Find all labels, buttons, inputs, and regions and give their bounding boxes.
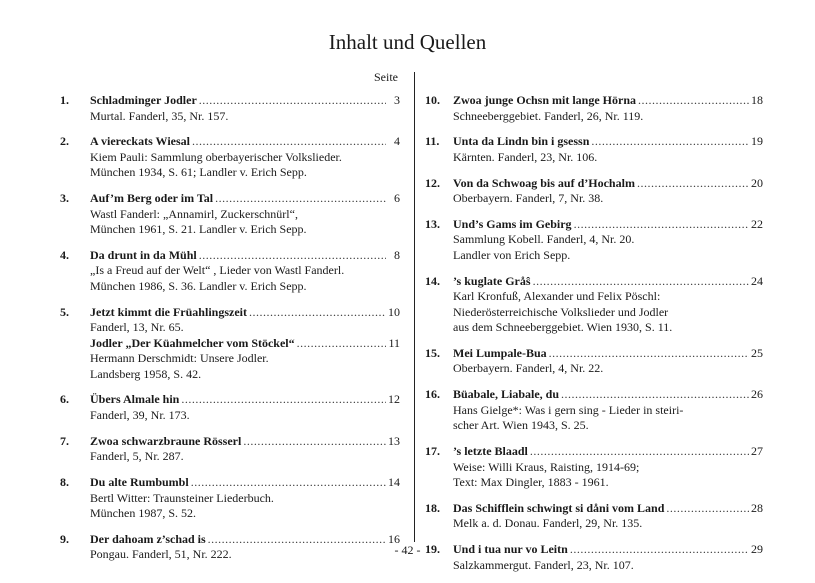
entry-source: Oberbayern. Fanderl, 7, Nr. 38. (453, 191, 604, 206)
entry-page: 20 (751, 175, 763, 190)
entry-source: aus dem Schneeberggebiet. Wien 1930, S. 11. (453, 320, 673, 335)
toc-entry (425, 93, 763, 124)
entry-title: Büabale, Liabale, du (453, 387, 560, 402)
entry-page: 4 (394, 134, 400, 149)
leader-dots (530, 444, 749, 460)
entry-source: München 1987, S. 52. (90, 506, 196, 521)
toc-right-column (425, 93, 763, 583)
entry-title-line (453, 274, 763, 290)
entry-title: Jodler „Der Küahmelcher vom Stöckel“ (90, 335, 295, 350)
entry-title-line (453, 93, 763, 109)
entry-page: 22 (751, 216, 763, 231)
entry-number: 15. (425, 345, 440, 360)
entry-page: 12 (388, 392, 400, 407)
column-divider (414, 72, 415, 542)
entry-source: Kärnten. Fanderl, 23, Nr. 106. (453, 149, 598, 164)
entry-page: 29 (751, 542, 763, 557)
entry-title-line (453, 346, 763, 362)
leader-dots (199, 248, 386, 264)
toc-entry (425, 176, 763, 207)
entry-number: 11. (425, 134, 440, 149)
entry-source: Fanderl, 5, Nr. 287. (90, 449, 184, 464)
entry-title: A viereckats Wiesal (90, 134, 190, 149)
entry-page: 25 (751, 345, 763, 360)
leader-dots (533, 274, 749, 290)
entry-source: München 1986, S. 36. Landler v. Erich Sepp. (90, 278, 307, 293)
entry-title-line (90, 248, 400, 264)
entry-title-line (453, 176, 763, 192)
entry-source: Hermann Derschmidt: Unsere Jodler. (90, 351, 269, 366)
leader-dots (637, 176, 749, 192)
toc-entry (60, 305, 400, 383)
page-title: Inhalt und Quellen (328, 30, 487, 54)
entry-page: 28 (751, 500, 763, 515)
entry-source: Landsberg 1958, S. 42. (90, 366, 202, 381)
entry-title-line (453, 387, 763, 403)
toc-entry (425, 274, 763, 336)
toc-entry (425, 387, 763, 434)
entry-page: 24 (751, 273, 763, 288)
entry-number: 13. (425, 216, 440, 231)
entry-number: 12. (425, 175, 440, 190)
entry-source: Weise: Willi Kraus, Raisting, 1914-69; (453, 459, 640, 474)
toc-entry (60, 248, 400, 295)
toc-entry (425, 346, 763, 377)
entry-number: 3. (60, 191, 69, 206)
entry-title: Das Schifflein schwingt si dåni vom Land (453, 500, 665, 515)
entry-title-line (453, 217, 763, 233)
entry-title-line (90, 392, 400, 408)
leader-dots (243, 434, 386, 450)
entry-title: Da drunt in da Mühl (90, 247, 197, 262)
leader-dots (191, 475, 386, 491)
entry-number: 10. (425, 93, 440, 107)
toc-entry (425, 217, 763, 264)
entry-number: 4. (60, 247, 69, 262)
entry-source: Salzkammergut. Fanderl, 23, Nr. 107. (453, 557, 634, 572)
entry-number: 1. (60, 93, 69, 107)
entry-title: ’s kuglate Gråŝ (453, 273, 531, 288)
entry-source: Oberbayern. Fanderl, 4, Nr. 22. (453, 361, 604, 376)
leader-dots (297, 336, 386, 352)
entry-title-line (90, 134, 400, 150)
toc-entry (60, 392, 400, 423)
entry-title-line (90, 305, 400, 321)
entry-source: München 1934, S. 61; Landler v. Erich Sepp. (90, 165, 307, 180)
entry-source: Landler von Erich Sepp. (453, 247, 571, 262)
page-column-label: Seite (374, 70, 398, 84)
leader-dots (591, 134, 749, 150)
entry-source: Kiem Pauli: Sammlung oberbayerischer Volkslieder. (90, 149, 342, 164)
entry-page: 18 (751, 93, 763, 107)
entry-title-line (90, 434, 400, 450)
entry-title: Und’s Gams im Gebirg (453, 216, 572, 231)
entry-title: Unta da Lindn bin i gsessn (453, 134, 590, 149)
entry-page: 16 (388, 531, 400, 546)
toc-entry (60, 93, 400, 124)
toc-entry (60, 434, 400, 465)
entry-title: Zwoa schwarzbraune Rösserl (90, 433, 242, 448)
entry-page: 26 (751, 387, 763, 402)
leader-dots (192, 134, 386, 150)
entry-source: Sammlung Kobell. Fanderl, 4, Nr. 20. (453, 232, 635, 247)
entry-title: Mei Lumpale-Bua (453, 345, 547, 360)
entry-title: Auf’m Berg oder im Tal (90, 191, 214, 206)
entry-page: 27 (751, 444, 763, 459)
entry-title-line (453, 134, 763, 150)
entry-source: Schneeberggebiet. Fanderl, 26, Nr. 119. (453, 108, 644, 123)
entry-source: Niederösterreichische Volkslieder und Jodler (453, 304, 669, 319)
entry-title-line (90, 93, 400, 109)
entry-number: 19. (425, 542, 440, 557)
entry-source: Pongau. Fanderl, 51, Nr. 222. (90, 547, 232, 562)
toc-entry (60, 191, 400, 238)
entry-number: 14. (425, 273, 440, 288)
entry-number: 7. (60, 433, 69, 448)
toc-entry (425, 444, 763, 491)
entry-source: Bertl Witter: Traunsteiner Liederbuch. (90, 490, 274, 505)
leader-dots (199, 93, 386, 109)
entry-source: Karl Kronfuß, Alexander und Felix Pöschl: (453, 289, 661, 304)
toc-entry (60, 134, 400, 181)
entry-title: ’s letzte Blaadl (453, 444, 528, 459)
entry-page: 6 (394, 191, 400, 206)
toc-entry (425, 134, 763, 165)
entry-number: 18. (425, 500, 440, 515)
entry-page: 8 (394, 247, 400, 262)
entry-number: 5. (60, 304, 69, 319)
entry-number: 16. (425, 387, 440, 402)
entry-source: Murtal. Fanderl, 35, Nr. 157. (90, 108, 229, 123)
leader-dots (215, 191, 386, 207)
toc-left-column (60, 93, 400, 573)
entry-title: Der dahoam z’schad is (90, 531, 206, 546)
toc-entry (60, 475, 400, 522)
entry-number: 8. (60, 475, 69, 490)
entry-page: 3 (394, 93, 400, 107)
entry-number: 17. (425, 444, 440, 459)
entry-source: Text: Max Dingler, 1883 - 1961. (453, 475, 609, 490)
entry-source: „Is a Freud auf der Welt“ , Lieder von Wastl Fanderl. (90, 263, 345, 278)
entry-title-line (90, 336, 400, 352)
entry-number: 2. (60, 134, 69, 149)
entry-title-line (453, 444, 763, 460)
entry-source: München 1961, S. 21. Landler v. Erich Sepp. (90, 222, 307, 237)
entry-title: Jetzt kimmt die Früahlingszeit (90, 304, 247, 319)
entry-page: 11 (388, 335, 400, 350)
entry-source: Fanderl, 39, Nr. 173. (90, 407, 190, 422)
entry-title-line (90, 475, 400, 491)
entry-title: Übers Almale hin (90, 392, 180, 407)
entry-page: 19 (751, 134, 763, 149)
leader-dots (181, 392, 386, 408)
leader-dots (638, 93, 749, 109)
entry-source: Fanderl, 13, Nr. 65. (90, 320, 184, 335)
entry-page: 14 (388, 475, 400, 490)
leader-dots (666, 501, 749, 517)
entry-title-line (90, 191, 400, 207)
toc-entry (425, 501, 763, 532)
entry-title: Zwoa junge Ochsn mit lange Hörna (453, 93, 637, 107)
entry-source: Wastl Fanderl: „Annamirl, Zuckerschnürl“, (90, 206, 298, 221)
entry-number: 9. (60, 531, 69, 546)
entry-source: scher Art. Wien 1943, S. 25. (453, 418, 589, 433)
leader-dots (249, 305, 386, 321)
entry-source: Hans Gielge*: Was i gern sing - Lieder in steiri- (453, 402, 684, 417)
entry-number: 6. (60, 392, 69, 407)
page-number: - 42 - (394, 543, 421, 557)
entry-page: 13 (388, 433, 400, 448)
entry-title: Und i tua nur vo Leitn (453, 542, 568, 557)
entry-title-line (453, 501, 763, 517)
leader-dots (574, 217, 749, 233)
entry-title: Von da Schwoag bis auf d’Hochalm (453, 175, 635, 190)
leader-dots (561, 387, 749, 403)
entry-page: 10 (388, 304, 400, 319)
leader-dots (549, 346, 749, 362)
entry-title: Du alte Rumbumbl (90, 475, 189, 490)
entry-source: Melk a. d. Donau. Fanderl, 29, Nr. 135. (453, 516, 643, 531)
entry-title: Schladminger Jodler (90, 93, 197, 107)
